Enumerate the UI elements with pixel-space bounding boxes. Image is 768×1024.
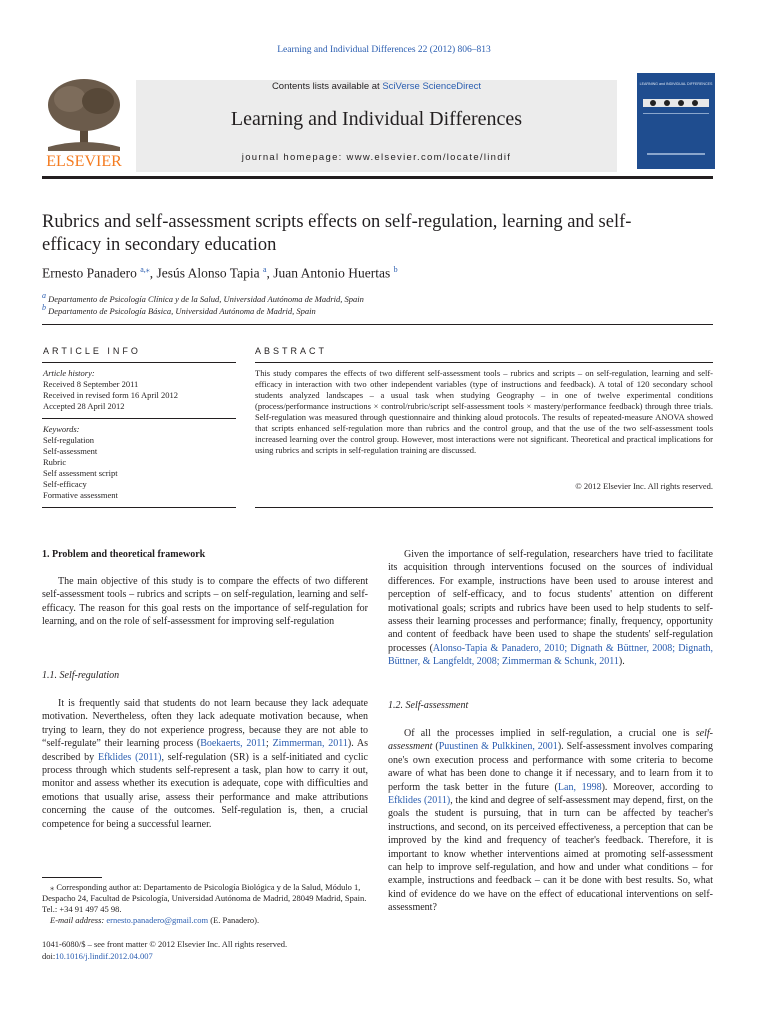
author-affiliation-marker[interactable]: b	[393, 265, 398, 274]
citation-link[interactable]: Zimmerman, 2011	[272, 738, 348, 750]
footnote-text: ⁎ Corresponding author at: Departamento de Psicología Biológica y de la Salud, Módulo 1, Despacho 24, Facultad de Psicología, Universidad Autónoma de Madrid, 28049 Madrid, Spain. Tel.: +34 91 497 45 98.	[42, 882, 367, 914]
paragraph-text: The main objective of this study is to compare the effects of two different self-assessment tools – rubrics and scripts – on self-regulation, learning and self-efficacy. The reason for this goal rests on the importance of self-regulation for learning, and on the role of self-assessment for improving self-regulation	[42, 576, 368, 628]
divider	[42, 418, 236, 419]
history-item: Accepted 28 April 2012	[43, 401, 125, 411]
affiliation-a: $^a$ Departamento de Psicología Clínica y de la Salud, Universidad Autónoma de Madrid, Spain	[42, 291, 364, 304]
abstract-heading: ABSTRACT	[255, 346, 328, 356]
corresponding-author-footnote: ⁎ Corresponding author at: Departamento de Psicología Biológica y de la Salud, Módulo 1, Despacho 24, Facultad de Psicología, Universidad Autónoma de Madrid, 28049 Madrid, Spain. Tel.: +34 91 497 45 98. E-mail address: ernesto.panadero@gmail.com (E. Panadero).	[42, 882, 367, 925]
body-paragraph: Of all the processes implied in self-regulation, a crucial one is self-assessment (Puustinen & Pulkkinen, 2001). Self-assessment involves comparing one's own execution process and performance with some criteria to become aware of what has been done to change it if necessary, and to learn from it to perform the task better in the future (Lan, 1998). Moreover, according to Efklides (2011), the kind and degree of self-assessment may depend, first, on the goals the student is pursuing, that in turn can be affected by teacher's instructions, and second, on its perceived effectiveness, a perception that can be improved by the kind and frequency of teacher's feedback. Therefore, it is important to know whether interventions aimed at promoting self-assessment can help to improve self-regulation, and how and under what conditions – for example, instructions and feedback – can it be done with best results. So, what kind of evidence do we have on the effect of educational interventions on self-assessment?	[388, 728, 714, 914]
keyword: Rubric	[43, 457, 67, 467]
citation-link[interactable]: Alonso-Tapia & Panadero, 2010; Dignath & Büttner, 2008; Dignath, Büttner, & Langfeldt, 2008; Zimmerman & Schunk, 2011	[388, 642, 714, 668]
doi-link[interactable]: 10.1016/j.lindif.2012.04.007	[55, 951, 153, 961]
sciencedirect-link[interactable]: SciVerse ScienceDirect	[382, 81, 482, 92]
email-link[interactable]: ernesto.panadero@gmail.com	[106, 915, 209, 925]
history-item: Received in revised form 16 April 2012	[43, 390, 179, 400]
keyword: Self-assessment	[43, 446, 98, 456]
contents-prefix: Contents lists available at	[271, 81, 383, 92]
history-label: Article history:	[43, 368, 95, 378]
section-heading: 1. Problem and theoretical framework	[42, 549, 206, 560]
journal-title: Learning and Individual Differences	[230, 108, 523, 130]
author-list: Ernesto Panadero $^{a,⁎}$, Jesús Alonso Tapia $^a$, Juan Antonio Huertas $^b$	[42, 265, 398, 281]
issn-line: 1041-6080/$ – see front matter © 2012 Elsevier Inc. All rights reserved.	[42, 939, 288, 949]
footnote-rule	[42, 877, 102, 878]
keyword: Formative assessment	[43, 490, 118, 500]
article-title: Rubrics and self-assessment scripts effects on self-regulation, learning and self-efficacy in secondary education	[42, 212, 632, 255]
article-info-heading: ARTICLE INFO	[43, 346, 141, 356]
article-history	[43, 368, 178, 412]
copyright-notice: © 2012 Elsevier Inc. All rights reserved.	[575, 481, 713, 491]
author-name: Jesús Alonso Tapia	[156, 265, 260, 281]
author-name: Juan Antonio Huertas	[273, 265, 391, 281]
elsevier-logo	[40, 77, 128, 170]
citation-link[interactable]: Puustinen & Pulkkinen, 2001	[438, 741, 558, 753]
subsection-heading: 1.1. Self-regulation	[42, 670, 120, 681]
citation-link[interactable]: Lan, 1998	[557, 781, 602, 793]
divider	[42, 362, 236, 363]
affiliation-text: Departamento de Psicología Básica, Universidad Autónoma de Madrid, Spain	[48, 305, 316, 316]
front-matter: 1041-6080/$ – see front matter © 2012 Elsevier Inc. All rights reserved. doi:10.1016/j.lindif.2012.04.007	[42, 939, 288, 961]
header-rule	[42, 176, 713, 179]
abstract-text: This study compares the effects of two different self-assessment tools – rubrics and scripts – on self-regulation, learning and self-efficacy in interaction with two other independent variables (type of instructions and feedback). A total of 120 secondary school students analyzed landscapes – a usual task when studying Geography – in one of twelve experimental conditions (process/performance instructions × control/rubric/script self-assessment tools × mastery/performance feedback) through three trials. Self-regulation was measured through questionnaire and thinking aloud protocols. The results of repeated-measure ANOVA showed that scripts enhanced self-regulation more than rubrics and the control group, and that the use of the two self-assessment tools increased learning over the control group. However, most interactions were not significant. Theoretical and practical implications for using rubrics and scripts in self-regulation training are discussed.	[255, 368, 713, 455]
section-divider	[42, 324, 713, 325]
keywords-label: Keywords:	[43, 424, 80, 434]
citation-link[interactable]: Efklides (2011)	[388, 795, 451, 807]
journal-citation[interactable]: Learning and Individual Differences 22 (2012) 806–813	[277, 45, 491, 55]
journal-cover-thumbnail	[637, 73, 715, 169]
divider	[255, 362, 713, 363]
divider	[255, 507, 713, 508]
history-item: Received 8 September 2011	[43, 379, 139, 389]
contents-line	[136, 81, 617, 92]
affiliation-b: $^b$ Departamento de Psicología Básica, Universidad Autónoma de Madrid, Spain	[42, 303, 316, 316]
subsection-heading: 1.2. Self-assessment	[388, 700, 469, 711]
citation-link[interactable]: Efklides (2011)	[98, 751, 162, 763]
body-paragraph: It is frequently said that students do not learn because they lack adequate motivation. Nevertheless, often they lack adequate motivation because, when trying to learn, they do not experience progress, because they are not able to “self-regulate” their learning process (Boekaerts, 2011; Zimmerman, 2011). As described by Efklides (2011), self-regulation (SR) is a self-initiated and cyclic process through which students self-represent a task, plan how to carry it out, monitor and assess whether its execution is adequate, cope with difficulties and emotions that usually arise, assess their performance and make attributions concerning the cause of the outcomes. Self-regulation is, then, a crucial competence for being a successful learner.	[42, 698, 368, 830]
elsevier-logo-text: ELSEVIER	[46, 153, 122, 170]
keyword: Self assessment script	[43, 468, 118, 478]
author-affiliation-marker[interactable]: a	[262, 265, 267, 274]
keywords	[43, 424, 118, 501]
journal-homepage[interactable]: journal homepage: www.elsevier.com/locate/lindif	[241, 152, 512, 163]
author-affiliation-marker[interactable]: a,⁎	[140, 265, 150, 274]
keyword: Self-regulation	[43, 435, 94, 445]
body-paragraph	[42, 575, 368, 629]
affiliation-text: Departamento de Psicología Clínica y de la Salud, Universidad Autónoma de Madrid, Spain	[48, 293, 364, 304]
keyword: Self-efficacy	[43, 479, 87, 489]
citation-link[interactable]: Boekaerts, 2011	[200, 738, 267, 750]
divider	[42, 507, 236, 508]
body-paragraph: Given the importance of self-regulation, researchers have tried to facilitate its acquisition through interventions focused on the sources of individual differences. For example, instructions have been used to arouse interest and perception of self-efficacy, and to focus students' attention on different motivational goals; scripts and rubrics have been used to help students to self-assess their learning processes and performance; finally, frequency, opportunity and content of feedback have been used to shape the students' self-regulation processes (Alonso-Tapia & Panadero, 2010; Dignath & Büttner, 2008; Dignath, Büttner, & Langfeldt, 2008; Zimmerman & Schunk, 2011).	[388, 549, 714, 668]
cover-title: LEARNING and INDIVIDUAL DIFFERENCES	[639, 82, 713, 86]
author-name: Ernesto Panadero	[42, 265, 137, 281]
